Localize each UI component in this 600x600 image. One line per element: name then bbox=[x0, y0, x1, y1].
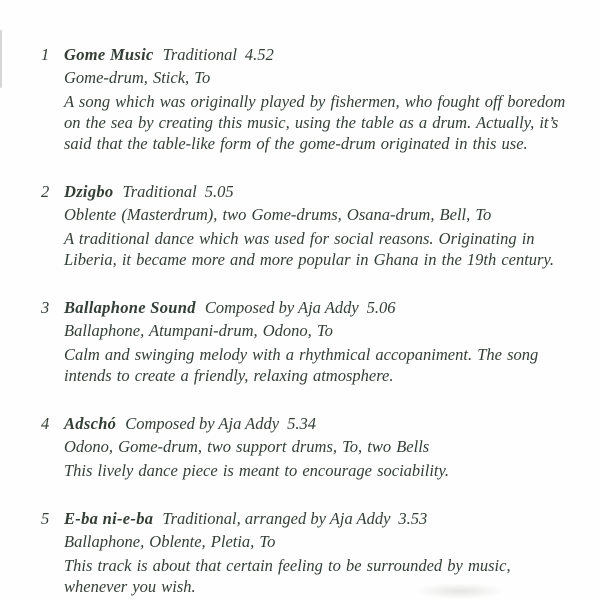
track-credit: Composed by Aja Addy bbox=[204, 298, 359, 317]
track-title: Ballaphone Sound bbox=[64, 298, 196, 317]
track-head bbox=[64, 181, 572, 202]
track-body bbox=[64, 44, 572, 154]
track-duration: 3.53 bbox=[398, 509, 428, 528]
track-head bbox=[64, 413, 572, 434]
track-item bbox=[41, 413, 572, 481]
track-credit: Composed by Aja Addy bbox=[125, 414, 280, 433]
scan-edge-artifact bbox=[0, 30, 2, 88]
track-item bbox=[41, 297, 572, 386]
track-duration: 5.34 bbox=[287, 414, 316, 433]
track-head bbox=[64, 297, 572, 318]
track-instruments: Gome-drum, Stick, To bbox=[64, 68, 211, 87]
track-body bbox=[64, 181, 572, 270]
track-head bbox=[64, 508, 572, 529]
track-head bbox=[64, 44, 572, 65]
track-description: This track is about that certain feeling to be surrounded by music, whenever you wish. bbox=[64, 556, 511, 596]
track-duration: 5.06 bbox=[366, 298, 396, 317]
track-credit: Traditional, arranged by Aja Addy bbox=[162, 509, 391, 528]
track-duration: 5.05 bbox=[204, 182, 234, 201]
track-item bbox=[41, 181, 572, 270]
track-title: E-ba ni-e-ba bbox=[64, 509, 154, 528]
track-title: Adschó bbox=[64, 414, 117, 433]
track-instruments: Ballaphone, Atumpani-drum, Odono, To bbox=[64, 321, 333, 340]
track-description: A traditional dance which was used for social reasons. Originating in Liberia, it became more and more popular in Ghana in the 19th century. bbox=[64, 229, 555, 269]
track-title: Dzigbo bbox=[64, 182, 114, 201]
track-credit: Traditional bbox=[122, 182, 197, 201]
track-description: Calm and swinging melody with a rhythmical accopaniment. The song intends to create a friendly, relaxing atmosphere. bbox=[64, 345, 539, 385]
track-description: This lively dance piece is meant to encourage sociability. bbox=[64, 461, 450, 480]
track-title: Gome Music bbox=[64, 45, 154, 64]
scan-smudge-artifact bbox=[415, 583, 505, 599]
track-instruments: Odono, Gome-drum, two support drums, To, two Bells bbox=[64, 437, 430, 456]
track-number: 4 bbox=[41, 414, 50, 433]
track-number: 1 bbox=[41, 45, 50, 64]
track-instruments: Oblente (Masterdrum), two Gome-drums, Osana-drum, Bell, To bbox=[64, 205, 492, 224]
track-instruments: Ballaphone, Oblente, Pletia, To bbox=[64, 532, 276, 551]
track-number: 2 bbox=[41, 182, 50, 201]
track-duration: 4.52 bbox=[244, 45, 274, 64]
track-item bbox=[41, 44, 572, 154]
track-number: 5 bbox=[41, 509, 50, 528]
track-credit: Traditional bbox=[162, 45, 237, 64]
track-description: A song which was originally played by fishermen, who fought off boredom on the sea by creating this music, using the table as a drum. Actually, it’s said that the table-like form of the gome-drum originated in this use. bbox=[64, 92, 566, 153]
track-body bbox=[64, 413, 572, 481]
track-list bbox=[41, 44, 572, 597]
track-body bbox=[64, 297, 572, 386]
track-number: 3 bbox=[41, 298, 50, 317]
